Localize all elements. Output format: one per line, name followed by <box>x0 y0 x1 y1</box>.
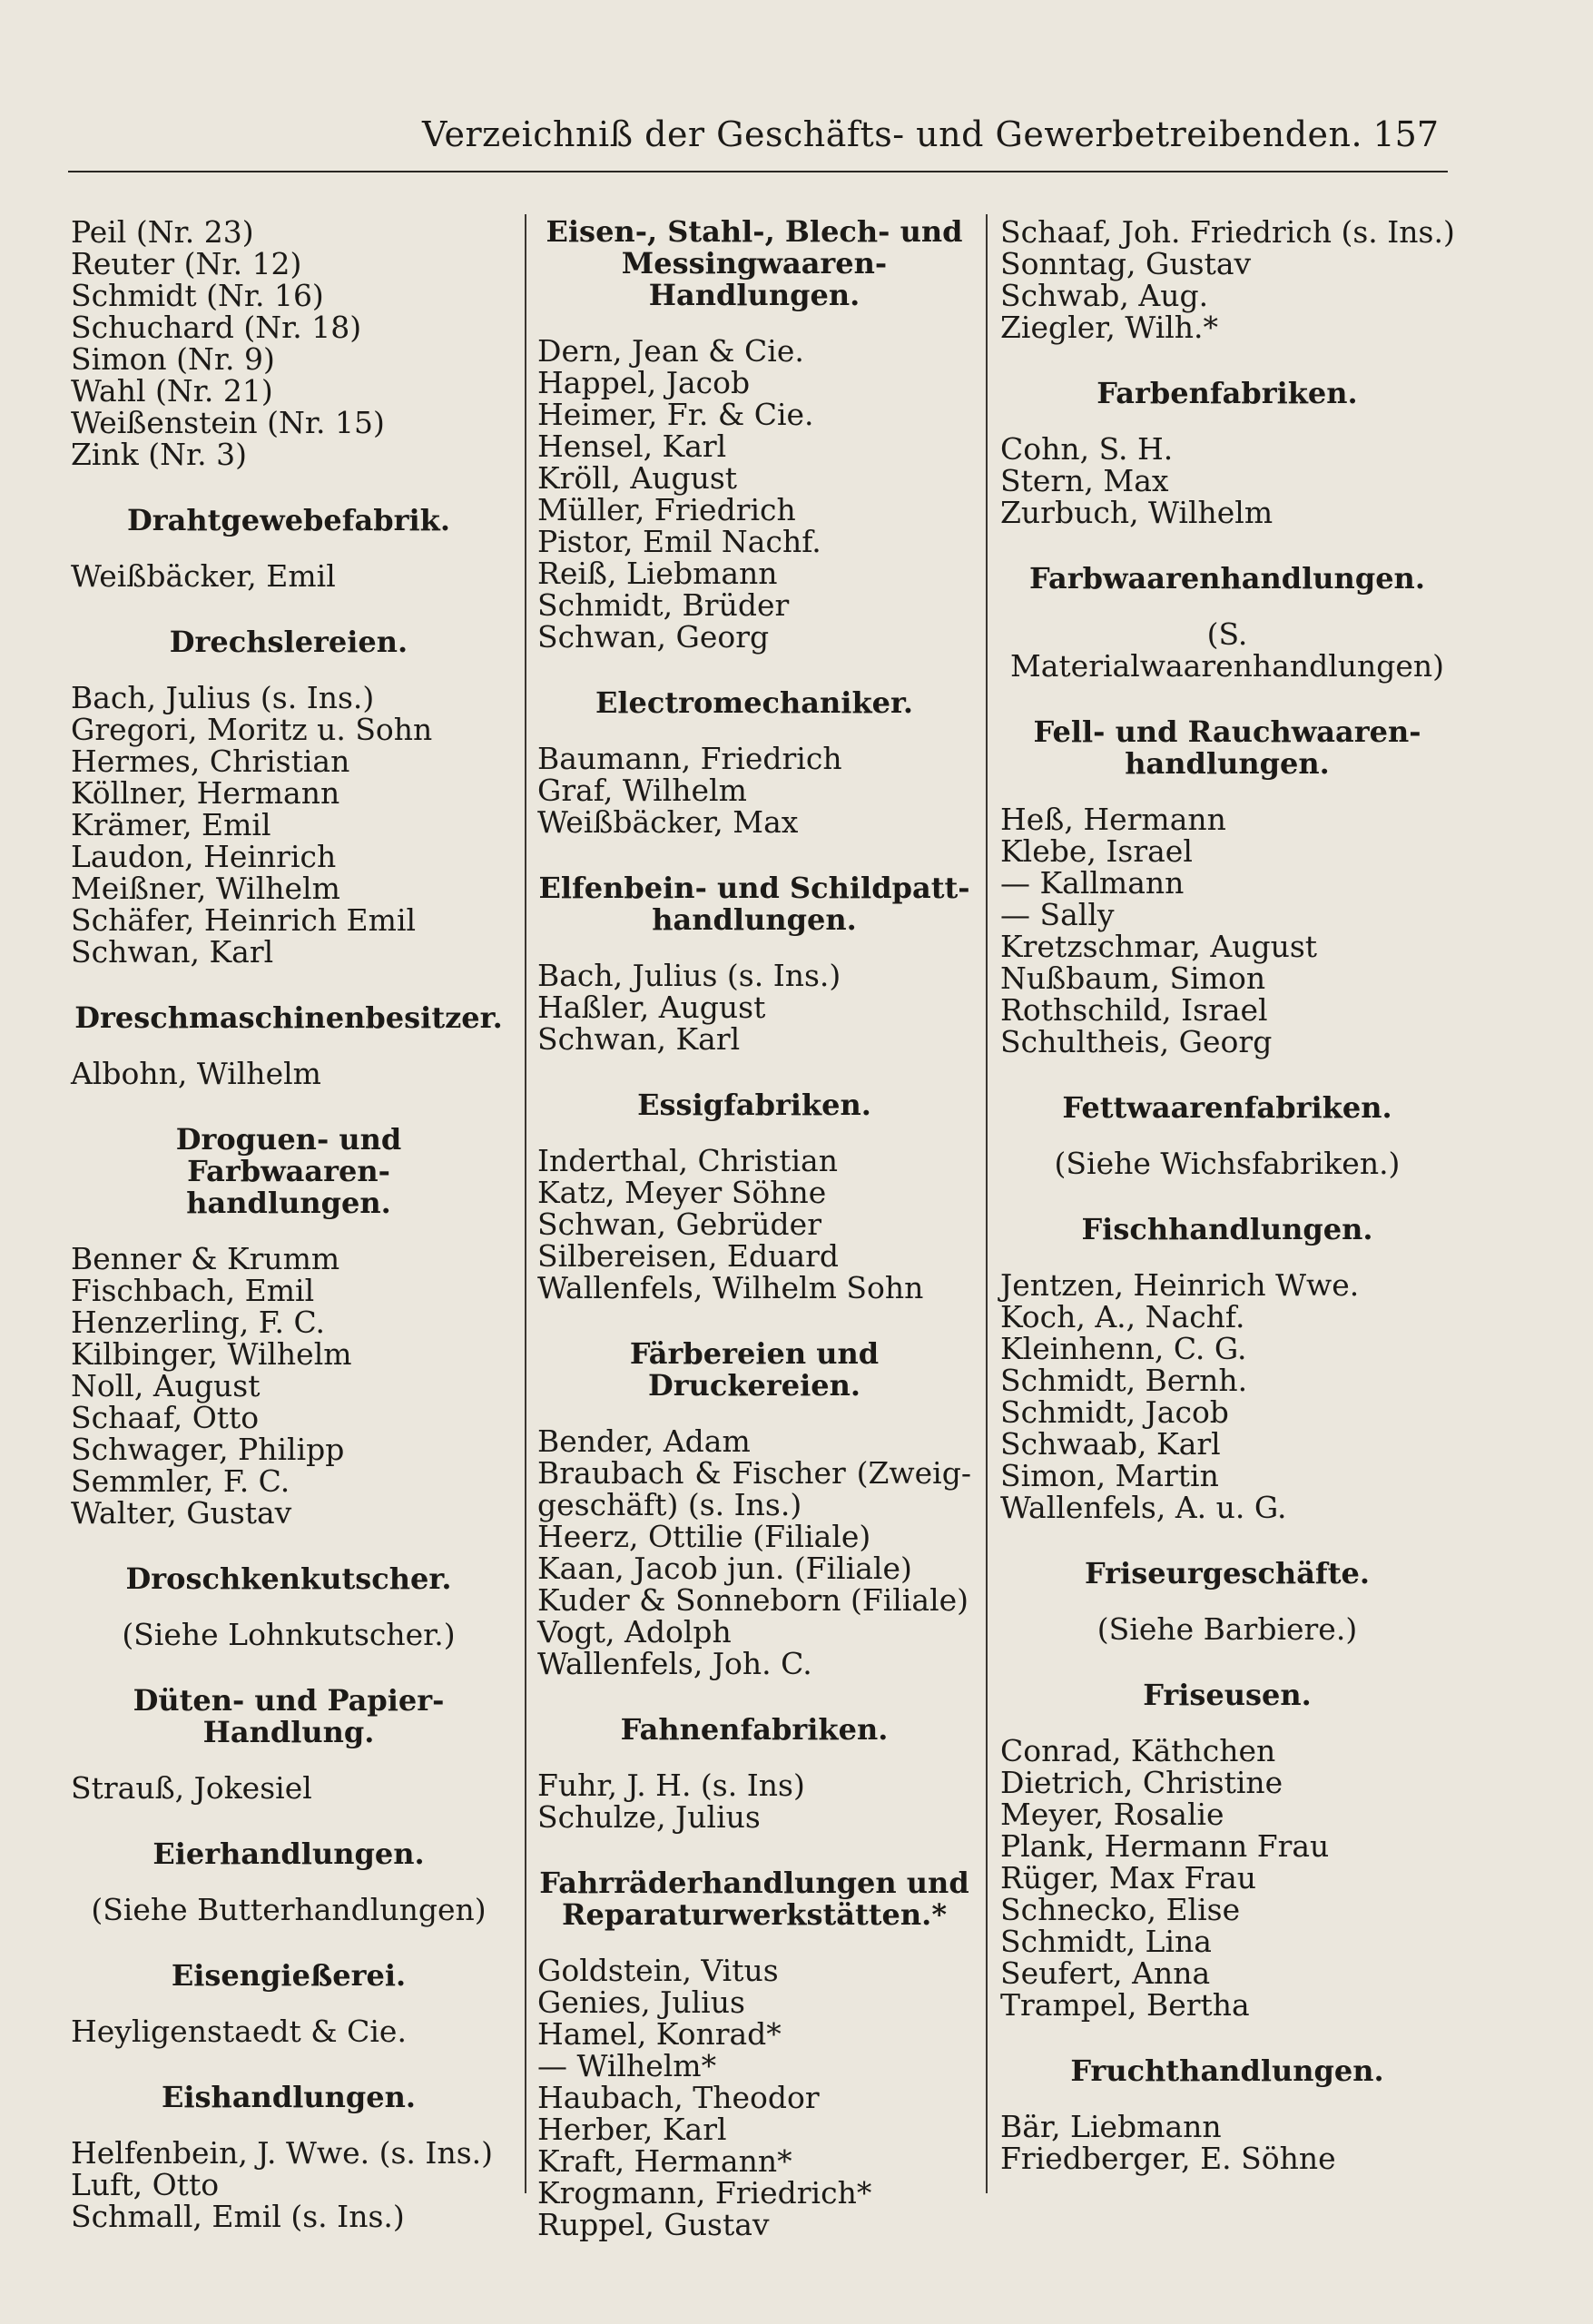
list-item: Conrad, Käthchen <box>1000 1733 1276 1768</box>
header-rule <box>68 171 1448 172</box>
list-item: Schulze, Julius <box>537 1799 761 1835</box>
list-item: Schaaf, Joh. Friedrich (s. Ins.) <box>1000 214 1455 250</box>
list-item: Simon, Martin <box>1000 1458 1219 1493</box>
section-heading: Friseurgeschäfte. <box>1085 1556 1370 1590</box>
list-item: Meyer, Rosalie <box>1000 1797 1224 1832</box>
list-item: Kuder & Sonneborn (Filiale) <box>537 1582 969 1618</box>
list-item: Genies, Julius <box>537 1984 745 2020</box>
list-item: Schultheis, Georg <box>1000 1024 1273 1059</box>
section-heading: Eierhandlungen. <box>152 1837 425 1871</box>
list-item: Dietrich, Christine <box>1000 1765 1283 1800</box>
list-item: Zurbuch, Wilhelm <box>1000 495 1273 530</box>
list-item: Peil (Nr. 23) <box>71 214 254 250</box>
list-item: Heimer, Fr. & Cie. <box>537 397 814 432</box>
list-item: Bender, Adam <box>537 1423 751 1459</box>
list-item: Kraft, Hermann* <box>537 2143 792 2179</box>
list-item: Klebe, Israel <box>1000 833 1193 869</box>
list-item: Ruppel, Gustav <box>537 2207 770 2242</box>
cross-reference-note: (Siehe Butterhandlungen) <box>91 1892 487 1927</box>
list-item: Fuhr, J. H. (s. Ins) <box>537 1768 805 1803</box>
section-heading: Fahnenfabriken. <box>620 1712 889 1747</box>
list-item: Schwaab, Karl <box>1000 1426 1221 1462</box>
list-item: Albohn, Wilhelm <box>71 1056 321 1091</box>
list-item: Katz, Meyer Söhne <box>537 1175 827 1210</box>
section-heading <box>537 1867 971 1931</box>
list-item: Seufert, Anna <box>1000 1955 1211 1991</box>
list-top-entries <box>71 216 506 470</box>
list-item: Schwan, Gebrüder <box>537 1206 821 1242</box>
section-heading: Fischhandlungen. <box>1081 1212 1373 1246</box>
column-3 <box>1000 216 1454 2174</box>
list-item: Kröll, August <box>537 460 738 496</box>
section-heading: Eisengießerei. <box>171 1958 407 1993</box>
section-heading-line: Messingwaaren-Handlungen. <box>621 246 888 312</box>
list-item: Haßler, August <box>537 990 766 1025</box>
section-heading <box>537 872 971 936</box>
list-item: Inderthal, Christian <box>537 1143 838 1178</box>
section-heading: Fettwaarenfabriken. <box>1062 1090 1392 1125</box>
list-item: Happel, Jacob <box>537 365 751 400</box>
list-item: Goldstein, Vitus <box>537 1953 779 1988</box>
list-item: Friedberger, E. Söhne <box>1000 2141 1336 2176</box>
list-item: Henzerling, F. C. <box>71 1305 326 1340</box>
page-header <box>68 114 1448 169</box>
list-item: Schwan, Karl <box>537 1021 741 1057</box>
list-item: Dern, Jean & Cie. <box>537 333 804 369</box>
section-heading: Färbereien und Druckereien. <box>629 1336 880 1403</box>
list-item: Bär, Liebmann <box>1000 2109 1222 2144</box>
list-item: Hermes, Christian <box>71 743 350 779</box>
column-1 <box>71 216 506 2232</box>
list-item: Wallenfels, Wilhelm Sohn <box>537 1270 924 1305</box>
list-item: Weißenstein (Nr. 15) <box>71 405 385 440</box>
column-2 <box>537 216 971 2240</box>
list-item: Wallenfels, A. u. G. <box>1000 1490 1287 1525</box>
list-item: Graf, Wilhelm <box>537 773 747 808</box>
list-item: Heerz, Ottilie (Filiale) <box>537 1519 871 1554</box>
list-item: Ziegler, Wilh.* <box>1000 310 1219 345</box>
list-item: Walter, Gustav <box>71 1495 292 1531</box>
list-item: Schäfer, Heinrich Emil <box>71 902 417 938</box>
list-item: Schnecko, Elise <box>1000 1892 1241 1927</box>
list-item: Heß, Hermann <box>1000 802 1226 837</box>
list-item: Müller, Friedrich <box>537 492 796 527</box>
list-item: Braubach & Fischer (Zweig-geschäft) (s. Ins.) <box>537 1455 971 1522</box>
cross-reference-note: (Siehe Lohnkutscher.) <box>122 1617 456 1652</box>
list-item: Schwan, Georg <box>537 619 770 655</box>
section-heading: Essigfabriken. <box>637 1088 871 1122</box>
list-item: Schwager, Philipp <box>71 1432 345 1467</box>
section-heading-line: handlungen. <box>1125 746 1330 781</box>
list-item: Wallenfels, Joh. C. <box>537 1646 812 1681</box>
list-item: Köllner, Hermann <box>71 775 340 811</box>
list-item: Schmall, Emil (s. Ins.) <box>71 2199 405 2234</box>
list-item: Schmidt, Jacob <box>1000 1394 1229 1430</box>
list-item: Krogmann, Friedrich* <box>537 2175 872 2211</box>
list-item: Reuter (Nr. 12) <box>71 246 302 281</box>
section-heading: Farbwaarenhandlungen. <box>1029 561 1425 596</box>
list-item: Zink (Nr. 3) <box>71 437 247 472</box>
list-item: Meißner, Wilhelm <box>71 871 340 906</box>
list-item: Bach, Julius (s. Ins.) <box>537 958 841 993</box>
section-heading <box>537 216 971 311</box>
list-item: Schmidt (Nr. 16) <box>71 278 324 313</box>
list-item: Reiß, Liebmann <box>537 556 778 591</box>
list-item: Schmidt, Lina <box>1000 1924 1212 1959</box>
list-item: Nußbaum, Simon <box>1000 960 1266 996</box>
section-heading: Drechslereien. <box>169 625 408 659</box>
section-heading: Düten- und Papier-Handlung. <box>133 1683 445 1749</box>
list-item: Noll, August <box>71 1368 261 1403</box>
list-item: Plank, Hermann Frau <box>1000 1828 1330 1864</box>
list-item: Schaaf, Otto <box>71 1400 260 1435</box>
list-item: Weißbäcker, Emil <box>71 558 336 594</box>
list-item: Laudon, Heinrich <box>71 839 337 874</box>
list-item: Schuchard (Nr. 18) <box>71 310 362 345</box>
list-item: Vogt, Adolph <box>537 1614 732 1649</box>
section-heading: Drahtgewebefabrik. <box>127 503 450 537</box>
list-item: Semmler, F. C. <box>71 1463 290 1499</box>
list-item: Simon (Nr. 9) <box>71 341 275 377</box>
list-item: Silbereisen, Eduard <box>537 1238 839 1274</box>
list-item: Strauß, Jokesiel <box>71 1770 312 1806</box>
list-item: Helfenbein, J. Wwe. (s. Ins.) <box>71 2135 493 2171</box>
section-heading-line: Reparaturwerkstätten.* <box>561 1897 948 1932</box>
list-item: Schmidt, Bernh. <box>1000 1363 1248 1398</box>
cross-reference-note: (Siehe Barbiere.) <box>1096 1611 1358 1647</box>
list-item: Baumann, Friedrich <box>537 741 842 776</box>
section-heading-line: Droguen- und Farbwaaren- <box>175 1122 402 1188</box>
list-item: Bach, Julius (s. Ins.) <box>71 680 375 715</box>
section-heading-line: handlungen. <box>652 902 857 937</box>
page-number: 157 <box>1372 114 1439 154</box>
section-heading-line: Fell- und Rauchwaaren- <box>1033 714 1421 749</box>
list-item: Kretzschmar, August <box>1000 929 1318 964</box>
cross-reference-note: (S. Materialwaarenhandlungen) <box>1009 616 1445 684</box>
list-item: Schmidt, Brüder <box>537 587 790 623</box>
list-item: Rüger, Max Frau <box>1000 1860 1257 1896</box>
list-item: Schwan, Karl <box>71 934 274 970</box>
list-item: Benner & Krumm <box>71 1241 340 1276</box>
list-item: Hamel, Konrad* <box>537 2016 782 2052</box>
list-item: Heyligenstaedt & Cie. <box>71 2014 407 2049</box>
list-item: Sonntag, Gustav <box>1000 246 1252 281</box>
list-item: Kilbinger, Wilhelm <box>71 1336 352 1372</box>
list-item: — Sally <box>1000 897 1115 932</box>
section-heading-line: Elfenbein- und Schildpatt- <box>538 871 970 905</box>
column-divider-1 <box>525 214 526 2193</box>
list-item: Stern, Max <box>1000 463 1169 498</box>
list-item: — Wilhelm* <box>537 2048 717 2083</box>
list-item: Schwab, Aug. <box>1000 278 1209 313</box>
list-item: Koch, A., Nachf. <box>1000 1299 1245 1334</box>
section-heading: Farbenfabriken. <box>1096 376 1358 410</box>
section-heading: Dreschmaschinenbesitzer. <box>74 1000 503 1035</box>
section-heading-line: Fahrräderhandlungen und <box>539 1866 969 1900</box>
running-title: Verzeichniß der Geschäfts- und Gewerbetreibenden. <box>422 114 1363 154</box>
list-item: Rothschild, Israel <box>1000 992 1268 1028</box>
section-heading-line: handlungen. <box>186 1186 391 1220</box>
list-item: Krämer, Emil <box>71 807 271 842</box>
column-divider-2 <box>986 214 988 2193</box>
section-heading-line: Eisen-, Stahl-, Blech- und <box>546 214 963 249</box>
list-item: Kleinhenn, C. G. <box>1000 1331 1247 1366</box>
section-heading: Fruchthandlungen. <box>1070 2053 1384 2088</box>
list-item: Hensel, Karl <box>537 428 727 464</box>
list-item: — Kallmann <box>1000 865 1185 901</box>
list-item: Trampel, Bertha <box>1000 1987 1250 2023</box>
section-heading: Friseusen. <box>1143 1678 1312 1712</box>
list-item: Herber, Karl <box>537 2112 727 2147</box>
list-item: Fischbach, Emil <box>71 1273 315 1308</box>
list-item: Gregori, Moritz u. Sohn <box>71 712 433 747</box>
list-item: Cohn, S. H. <box>1000 431 1174 467</box>
section-heading <box>1000 716 1454 780</box>
list-item: Wahl (Nr. 21) <box>71 373 273 409</box>
section-heading: Droschkenkutscher. <box>125 1561 452 1596</box>
section-heading: Eishandlungen. <box>161 2080 417 2114</box>
list-item: Jentzen, Heinrich Wwe. <box>1000 1267 1360 1303</box>
list-item: Haubach, Theodor <box>537 2080 820 2115</box>
list-item: Kaan, Jacob jun. (Filiale) <box>537 1551 912 1586</box>
list-item: Luft, Otto <box>71 2167 220 2202</box>
list-item: Weißbäcker, Max <box>537 804 799 840</box>
section-heading: Electromechaniker. <box>595 685 914 720</box>
section-heading <box>71 1124 506 1219</box>
cross-reference-note: (Siehe Wichsfabriken.) <box>1054 1146 1401 1181</box>
list-item: Pistor, Emil Nachf. <box>537 524 821 559</box>
